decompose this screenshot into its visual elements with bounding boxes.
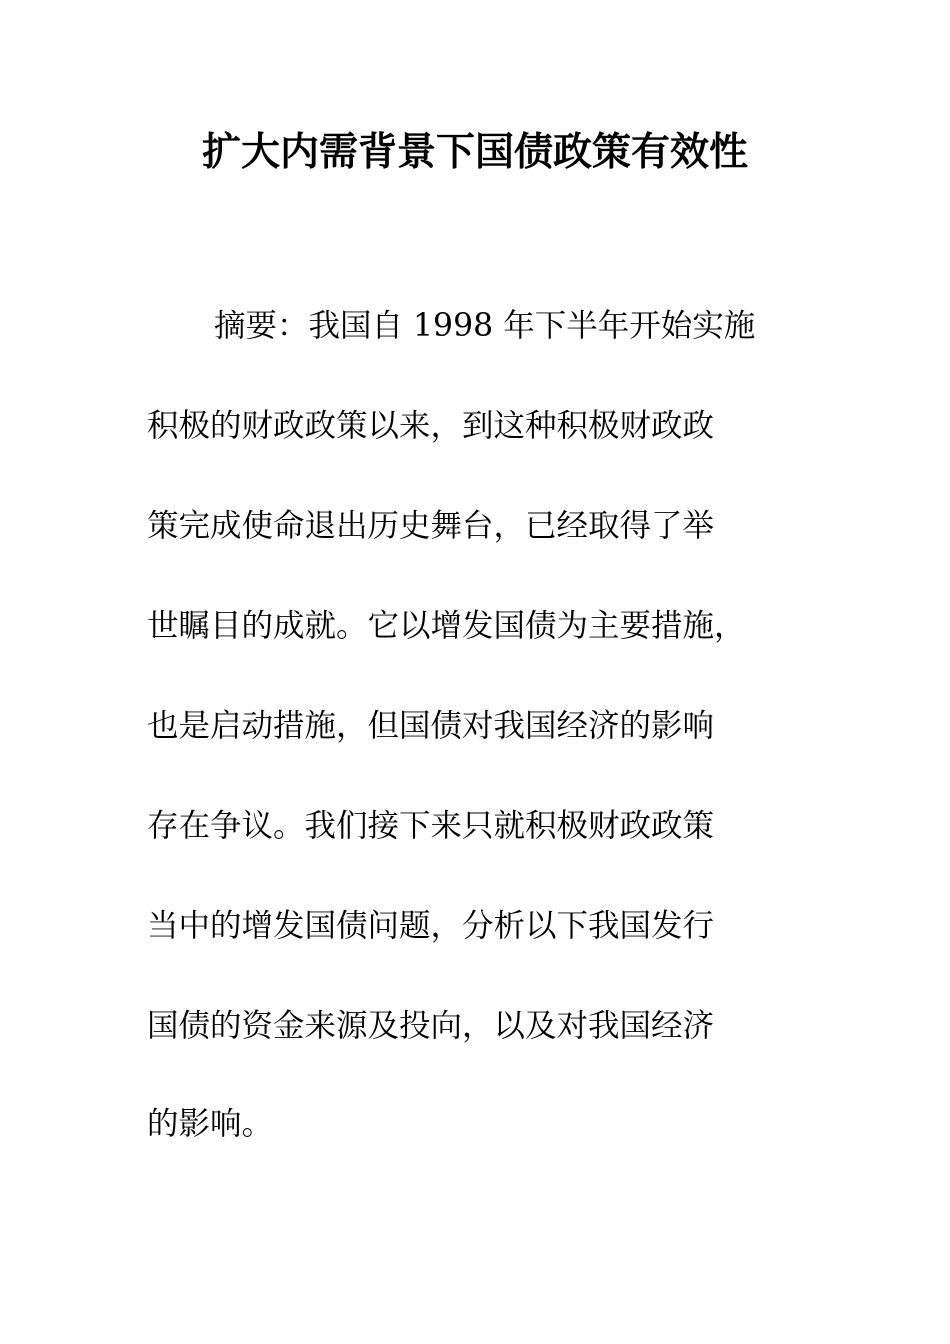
- abstract-line: 当中的增发国债问题，分析以下我国发行: [147, 908, 715, 944]
- abstract-line: 也是启动措施，但国债对我国经济的影响: [147, 708, 715, 744]
- abstract-line: 策完成使命退出历史舞台，已经取得了举: [147, 508, 715, 544]
- abstract-line: 积极的财政政策以来，到这种积极财政政: [147, 408, 715, 444]
- abstract-line: 摘要：我国自 1998 年下半年开始实施: [214, 308, 756, 344]
- document-title: 扩大内需背景下国债政策有效性: [201, 130, 748, 175]
- abstract-line: 的影响。: [147, 1106, 274, 1142]
- abstract-line: 存在争议。我们接下来只就积极财政政策: [147, 808, 715, 844]
- abstract-line: 国债的资金来源及投向，以及对我国经济: [147, 1008, 715, 1044]
- abstract-line: 世瞩目的成就。它以增发国债为主要措施，: [147, 608, 746, 644]
